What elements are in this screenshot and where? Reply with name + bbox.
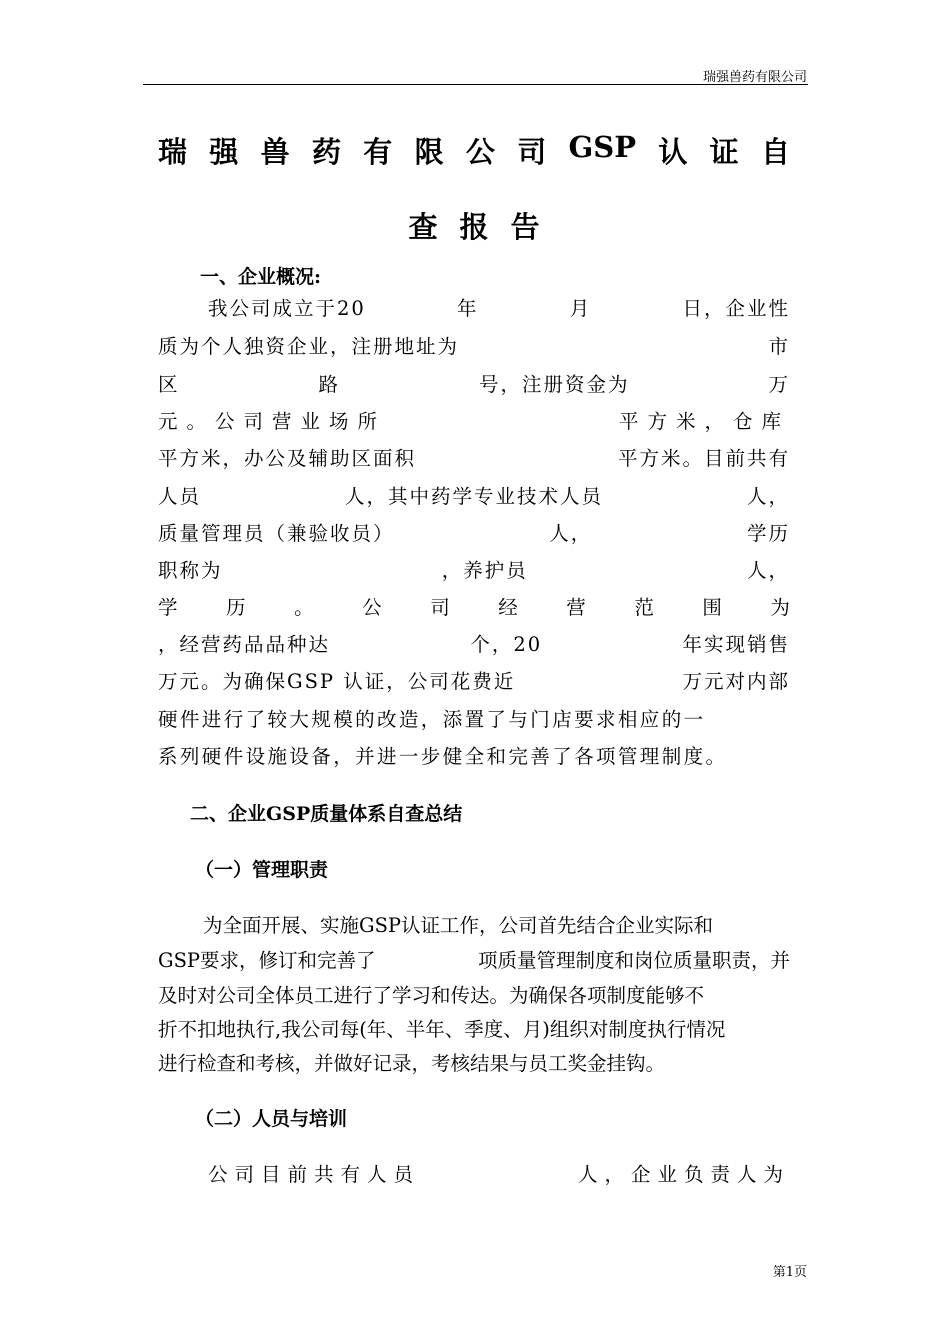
text-run: 围: [702, 596, 722, 619]
text-run: 万元对内部: [682, 670, 790, 693]
title-char: 强: [209, 135, 239, 169]
title-char: 兽: [260, 135, 290, 169]
title-char: 告: [510, 210, 540, 244]
s1-line-12: 硬件进行了较大规模的改造，添置了与门店要求相应的一: [158, 708, 706, 731]
title-char: 公: [465, 135, 495, 169]
text-run: 人，: [549, 522, 593, 545]
text-run: 学: [158, 596, 178, 619]
title-char: 证: [709, 135, 739, 169]
text-run: 公: [362, 596, 382, 619]
text-run: 人，: [746, 485, 790, 508]
s1-line-10: [158, 630, 790, 660]
text-run: 日，企业性: [682, 297, 790, 320]
text-run: 营: [566, 596, 586, 619]
text-run: 人，: [746, 559, 790, 582]
title-char: GSP: [568, 130, 637, 164]
text-run: 经: [498, 596, 518, 619]
doc-title-line2: [158, 205, 790, 245]
text-run: 元。公司营业场所: [158, 410, 387, 433]
s1-line-13: 系列硬件设施设备，并进一步健全和完善了各项管理制度。: [158, 745, 728, 768]
text-run: ，养护员: [441, 559, 528, 582]
title-char: 报: [459, 210, 489, 244]
text-run: 路: [318, 373, 340, 396]
page-header: [0, 0, 950, 90]
text-run: 年实现销售: [682, 633, 790, 656]
text-run: 为: [770, 596, 790, 619]
section1-heading: 一、企业概况:: [200, 266, 322, 288]
page-number: 第1页: [772, 1265, 807, 1280]
header-company: 瑞强兽药有限公司: [702, 70, 807, 85]
s1-line-6: [158, 482, 790, 512]
sub1-heading: （一）管理职责: [195, 859, 329, 881]
text-run: ，经营药品品种达: [158, 633, 331, 656]
sub2-heading: （二）人员与培训: [195, 1108, 348, 1130]
text-run: 历: [226, 596, 246, 619]
text-run: 质量管理员（兼验收员）: [158, 522, 395, 545]
text-run: 个，20: [470, 633, 543, 656]
title-char: 司: [517, 135, 547, 169]
text-run: 司: [430, 596, 450, 619]
s1-line-1: [208, 294, 790, 324]
s1-line-7: [158, 519, 790, 549]
title-char: 瑞: [158, 135, 188, 169]
text-run: 人，企业负责人为: [577, 1163, 790, 1186]
s1-line-2: [158, 332, 790, 362]
sub1-line-5: 进行检查和考核，并做好记录，考核结果与员工奖金挂钩。: [158, 1052, 666, 1075]
title-char: 自: [760, 135, 790, 169]
text-run: 人，其中药学专业技术人员: [344, 485, 603, 508]
text-run: 年: [457, 297, 479, 320]
section2-heading: 二、企业GSP质量体系自查总结: [190, 803, 463, 825]
text-run: 范: [634, 596, 654, 619]
doc-title-line1: [158, 130, 790, 170]
text-run: 学历: [746, 522, 790, 545]
sub1-line-4: 折不扣地执行,我公司每(年、半年、季度、月)组织对制度执行情况: [158, 1018, 726, 1041]
text-run: 项质量管理制度和岗位质量职责，并: [477, 949, 790, 972]
text-run: 职称为: [158, 559, 223, 582]
sub1-line-1: 为全面开展、实施GSP认证工作，公司首先结合企业实际和: [203, 914, 714, 937]
s1-line-9: [158, 593, 790, 623]
text-run: 我公司成立于20: [208, 297, 366, 320]
text-run: 平方米，仓库: [618, 410, 790, 433]
text-run: 号，注册资金为: [478, 373, 630, 396]
title-char: 查: [408, 210, 438, 244]
text-run: 区: [158, 373, 180, 396]
s1-line-4: [158, 407, 790, 437]
s1-line-5: [158, 444, 790, 474]
text-run: 万元。为确保GSP 认证，公司花费近: [158, 670, 516, 693]
sub1-line-3: 及时对公司全体员工进行了学习和传达。为确保各项制度能够不: [158, 984, 705, 1007]
text-run: 人员: [158, 485, 202, 508]
text-run: 。: [294, 596, 314, 619]
text-run: 质为个人独资企业，注册地址为: [158, 335, 460, 358]
s1-line-11: [158, 667, 790, 697]
text-run: 平方米，办公及辅助区面积: [158, 447, 417, 470]
text-run: 万: [768, 373, 790, 396]
text-run: 市: [768, 335, 790, 358]
sub1-line-2: [158, 946, 790, 976]
title-char: 药: [311, 135, 341, 169]
text-run: GSP要求，修订和完善了: [158, 949, 376, 972]
s1-line-3: [158, 370, 790, 400]
title-char: 限: [414, 135, 444, 169]
s1-line-8: [158, 556, 790, 586]
text-run: 公司目前共有人员: [208, 1163, 421, 1186]
text-run: 平方米。目前共有: [617, 447, 790, 470]
title-char: 认: [658, 135, 688, 169]
title-char: 有: [363, 135, 393, 169]
text-run: 月: [569, 297, 592, 320]
header-rule: [143, 84, 808, 85]
sub2-line-1: [208, 1160, 790, 1190]
